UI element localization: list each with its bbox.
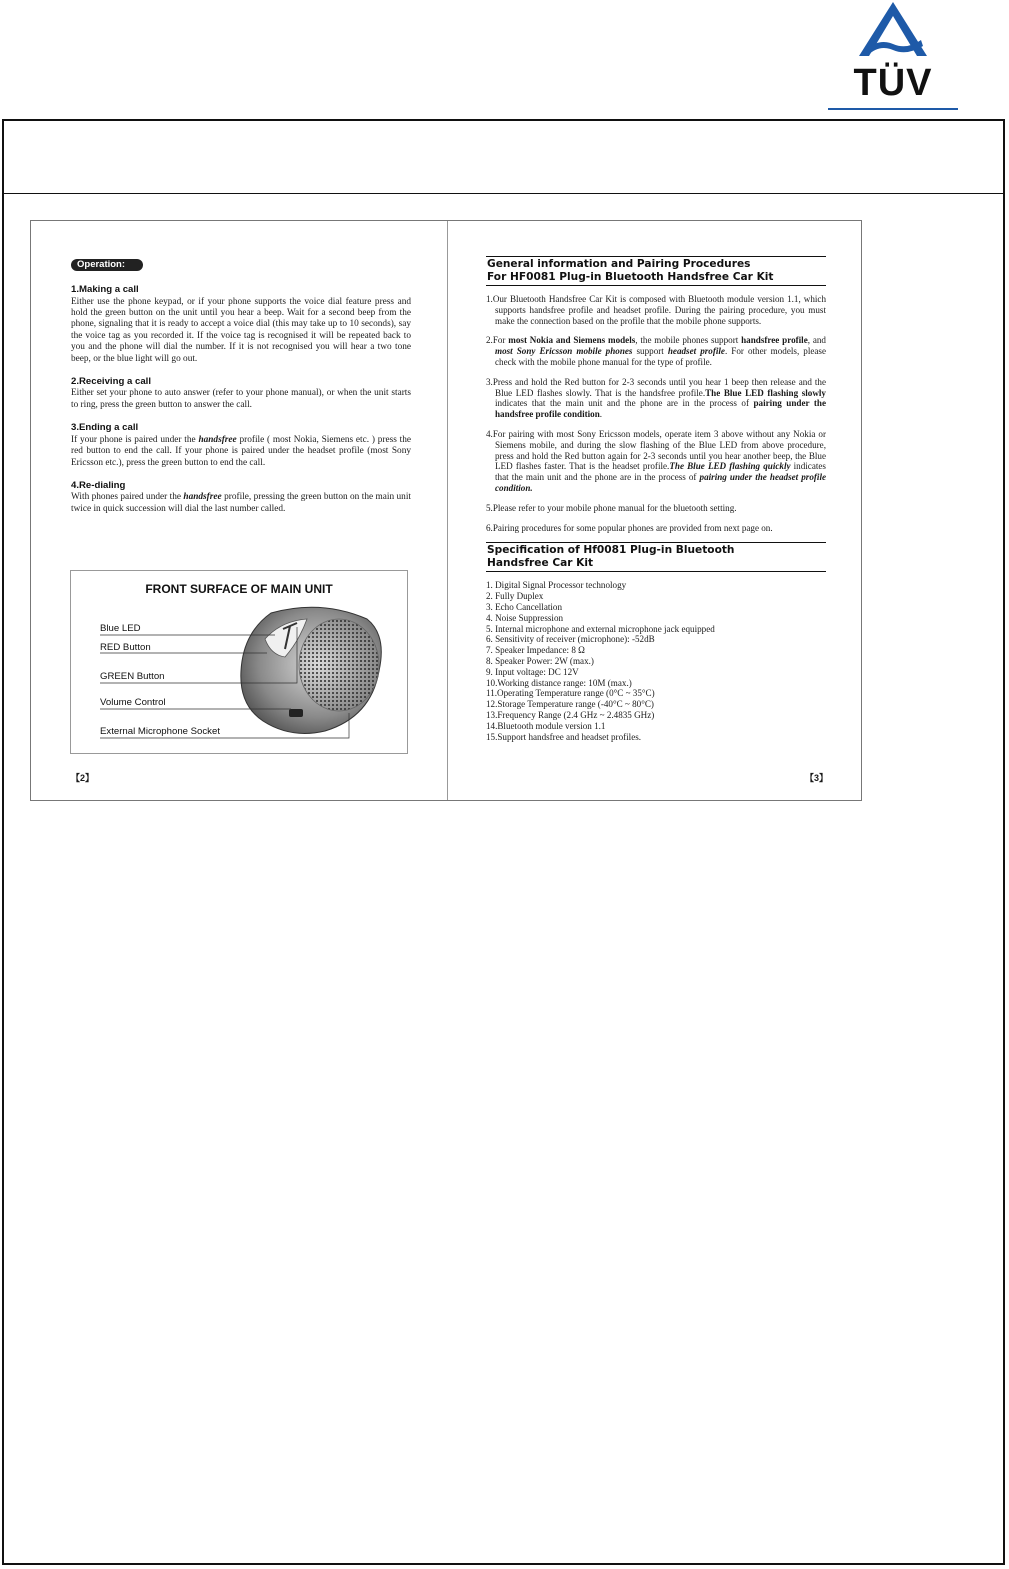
- label-volume-control: Volume Control: [100, 697, 166, 708]
- section-text: With phones paired under the handsfree profile, pressing the green button on the main unit twice in quick succession will dial the last number called.: [71, 492, 411, 514]
- label-external-mic-socket: External Microphone Socket: [100, 726, 220, 737]
- pairing-paragraph-2: 2.For most Nokia and Siemens models, the mobile phones support handsfree profile, and most Sony Ericsson mobile phones support headset profile. For other models, please check with the mobile phone manual for the type of profile.: [486, 335, 826, 367]
- section-receiving-call: [71, 376, 411, 411]
- pairing-paragraph-4: 4.For pairing with most Sony Ericsson models, operate item 3 above without any Nokia or Siemens mobile, and during the slow flashing of the Blue LED from above procedure, press and hold the Red button again for 2-3 seconds until you hear another beep, the Blue LED flashes faster. That is the headset profile.The Blue LED flashing quickly indicates that the main unit and the phone are in the process of pairing under the headset profile condition.: [486, 428, 827, 493]
- section-title: 3.Ending a call: [71, 422, 139, 434]
- front-surface-figure: [70, 570, 408, 754]
- spec-item: 7. Speaker Impedance: 8 Ω: [486, 645, 585, 656]
- pairing-paragraph-6: 6.Pairing procedures for some popular phones are provided from next page on.: [486, 522, 773, 533]
- specification-heading: Specification of Hf0081 Plug-in Bluetooth Handsfree Car Kit: [486, 542, 826, 572]
- spec-item: 2. Fully Duplex: [486, 591, 544, 602]
- spec-item: 11.Operating Temperature range (0°C ~ 35°C): [486, 688, 655, 699]
- section-making-call: [71, 284, 411, 365]
- pairing-paragraph-1: 1.Our Bluetooth Handsfree Car Kit is composed with Bluetooth module version 1.1, which supports handsfree profile and headset profile. During the pairing procedure, you must make the connection based on the profile that the mobile phone supports.: [486, 294, 826, 326]
- tuv-triangle-icon: [855, 0, 931, 60]
- pairing-heading: General information and Pairing Procedures For HF0081 Plug-in Bluetooth Handsfree Car Kit: [486, 256, 826, 286]
- section-text: Either set your phone to auto answer (refer to your phone manual), or when the unit starts to ring, press the green button to answer the call.: [71, 388, 411, 410]
- page-number-right: 【3】: [805, 773, 829, 783]
- spec-item: 1. Digital Signal Processor technology: [486, 580, 627, 591]
- label-blue-led: Blue LED: [100, 623, 141, 634]
- section-title: 1.Making a call: [71, 284, 139, 295]
- figure-title: FRONT SURFACE OF MAIN UNIT: [145, 582, 333, 596]
- spec-item: 14.Bluetooth module version 1.1: [486, 720, 606, 731]
- spec-item: 10.Working distance range: 10M (max.): [486, 677, 632, 688]
- spec-item: 8. Speaker Power: 2W (max.): [486, 655, 594, 666]
- spec-item: 13.Frequency Range (2.4 GHz ~ 2.4835 GHz): [486, 709, 655, 720]
- frame-header-row: [4, 121, 1003, 194]
- page-divider: [447, 221, 448, 800]
- logo-text: TÜV: [853, 62, 933, 104]
- label-green-button: GREEN Button: [100, 671, 165, 682]
- left-page: [71, 259, 411, 526]
- logo-underline: [828, 108, 958, 110]
- specification-list: [486, 580, 826, 742]
- label-red-button: RED Button: [100, 642, 151, 653]
- spec-item: 5. Internal microphone and external microphone jack equipped: [486, 623, 715, 634]
- spec-item: 6. Sensitivity of receiver (microphone): -52dB: [486, 634, 655, 645]
- section-text: If your phone is paired under the handsfree profile ( most Nokia, Siemens etc. ) press the red button to end the call. If your phone is paired under the headset profile (most Sony Ericsson etc.), press the green button to end the call.: [71, 434, 411, 468]
- section-redialing: [71, 480, 411, 515]
- section-title: 2.Receiving a call: [71, 375, 151, 387]
- operation-badge: Operation:: [71, 259, 143, 271]
- right-page: [486, 256, 826, 742]
- manual-spread: [30, 220, 862, 801]
- page-number-left: 【2】: [71, 773, 95, 783]
- spec-item: 15.Support handsfree and headset profiles.: [486, 731, 642, 742]
- spec-item: 4. Noise Suppression: [486, 612, 564, 623]
- section-title: 4.Re-dialing: [71, 479, 126, 491]
- spec-item: 12.Storage Temperature range (-40°C ~ 80°C): [486, 699, 654, 710]
- spec-item: 3. Echo Cancellation: [486, 601, 563, 612]
- spec-item: 9. Input voltage: DC 12V: [486, 666, 579, 677]
- section-text: Either use the phone keypad, or if your phone supports the voice dial feature press and hold the green button on the unit until you hear a beep. Wait for a second beep from the phone, signaling that it is ready to accept a voice dial (this may take up to 10 seconds), say the voice tag as you recorded it. If the voice tag is recognised it will be repeated back to you and the phone will dial the number. If it is not recognised you will hear a two tone beep, or the blue light will go out.: [71, 296, 411, 364]
- pairing-paragraph-5: 5.Please refer to your mobile phone manual for the bluetooth setting.: [486, 502, 737, 513]
- pairing-paragraph-3: 3.Press and hold the Red button for 2-3 seconds until you hear 1 beep then release and the Blue LED flashes slowly. That is the handsfree profile.The Blue LED flashing slowly indicates that the main unit and the phone are in the process of pairing under the handsfree profile condition.: [486, 376, 826, 420]
- tuv-logo: [828, 0, 958, 112]
- section-ending-call: [71, 422, 411, 469]
